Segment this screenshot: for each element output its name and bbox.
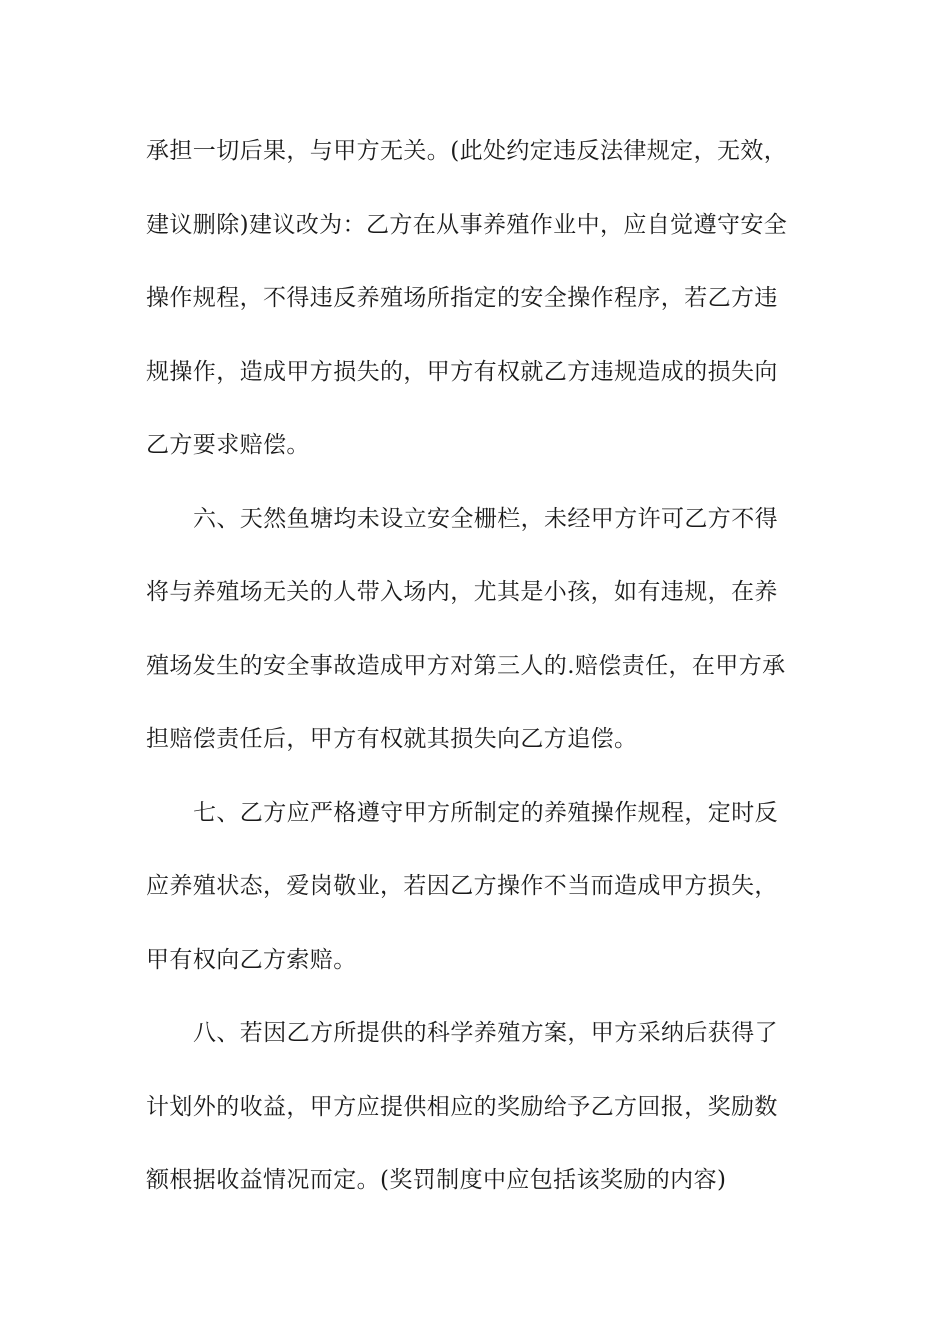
text-line: 将与养殖场无关的人带入场内，尤其是小孩，如有违规，在养 — [146, 579, 778, 605]
text-line: 建议删除)建议改为：乙方在从事养殖作业中，应自觉遵守安全 — [146, 211, 788, 238]
paragraph-8-first-line: 八、若因乙方所提供的科学养殖方案，甲方采纳后获得了 — [193, 1020, 778, 1046]
text-line: 乙方要求赔偿。 — [146, 432, 310, 458]
text-line: 担赔偿责任后，甲方有权就其损失向乙方追偿。 — [146, 726, 638, 752]
text-line: 应养殖状态，爱岗敬业，若因乙方操作不当而造成甲方损失， — [146, 873, 778, 899]
text-line: 计划外的收益，甲方应提供相应的奖励给予乙方回报，奖励数 — [146, 1093, 778, 1120]
text-line: 操作规程，不得违反养殖场所指定的安全操作程序，若乙方违 — [146, 285, 778, 311]
paragraph-6-first-line: 六、天然鱼塘均未设立安全栅栏，未经甲方许可乙方不得 — [193, 505, 778, 532]
text-line: 殖场发生的安全事故造成甲方对第三人的.赔偿责任，在甲方承 — [146, 652, 786, 679]
text-line: 承担一切后果，与甲方无关。(此处约定违反法律规定，无效， — [146, 138, 788, 164]
paragraph-7-first-line: 七、乙方应严格遵守甲方所制定的养殖操作规程，定时反 — [193, 799, 778, 826]
text-line: 额根据收益情况而定。(奖罚制度中应包括该奖励的内容) — [146, 1167, 727, 1193]
document-body — [146, 128, 808, 1231]
text-line: 甲有权向乙方索赔。 — [146, 946, 357, 973]
text-line: 规操作，造成甲方损失的，甲方有权就乙方违规造成的损失向 — [146, 358, 778, 385]
